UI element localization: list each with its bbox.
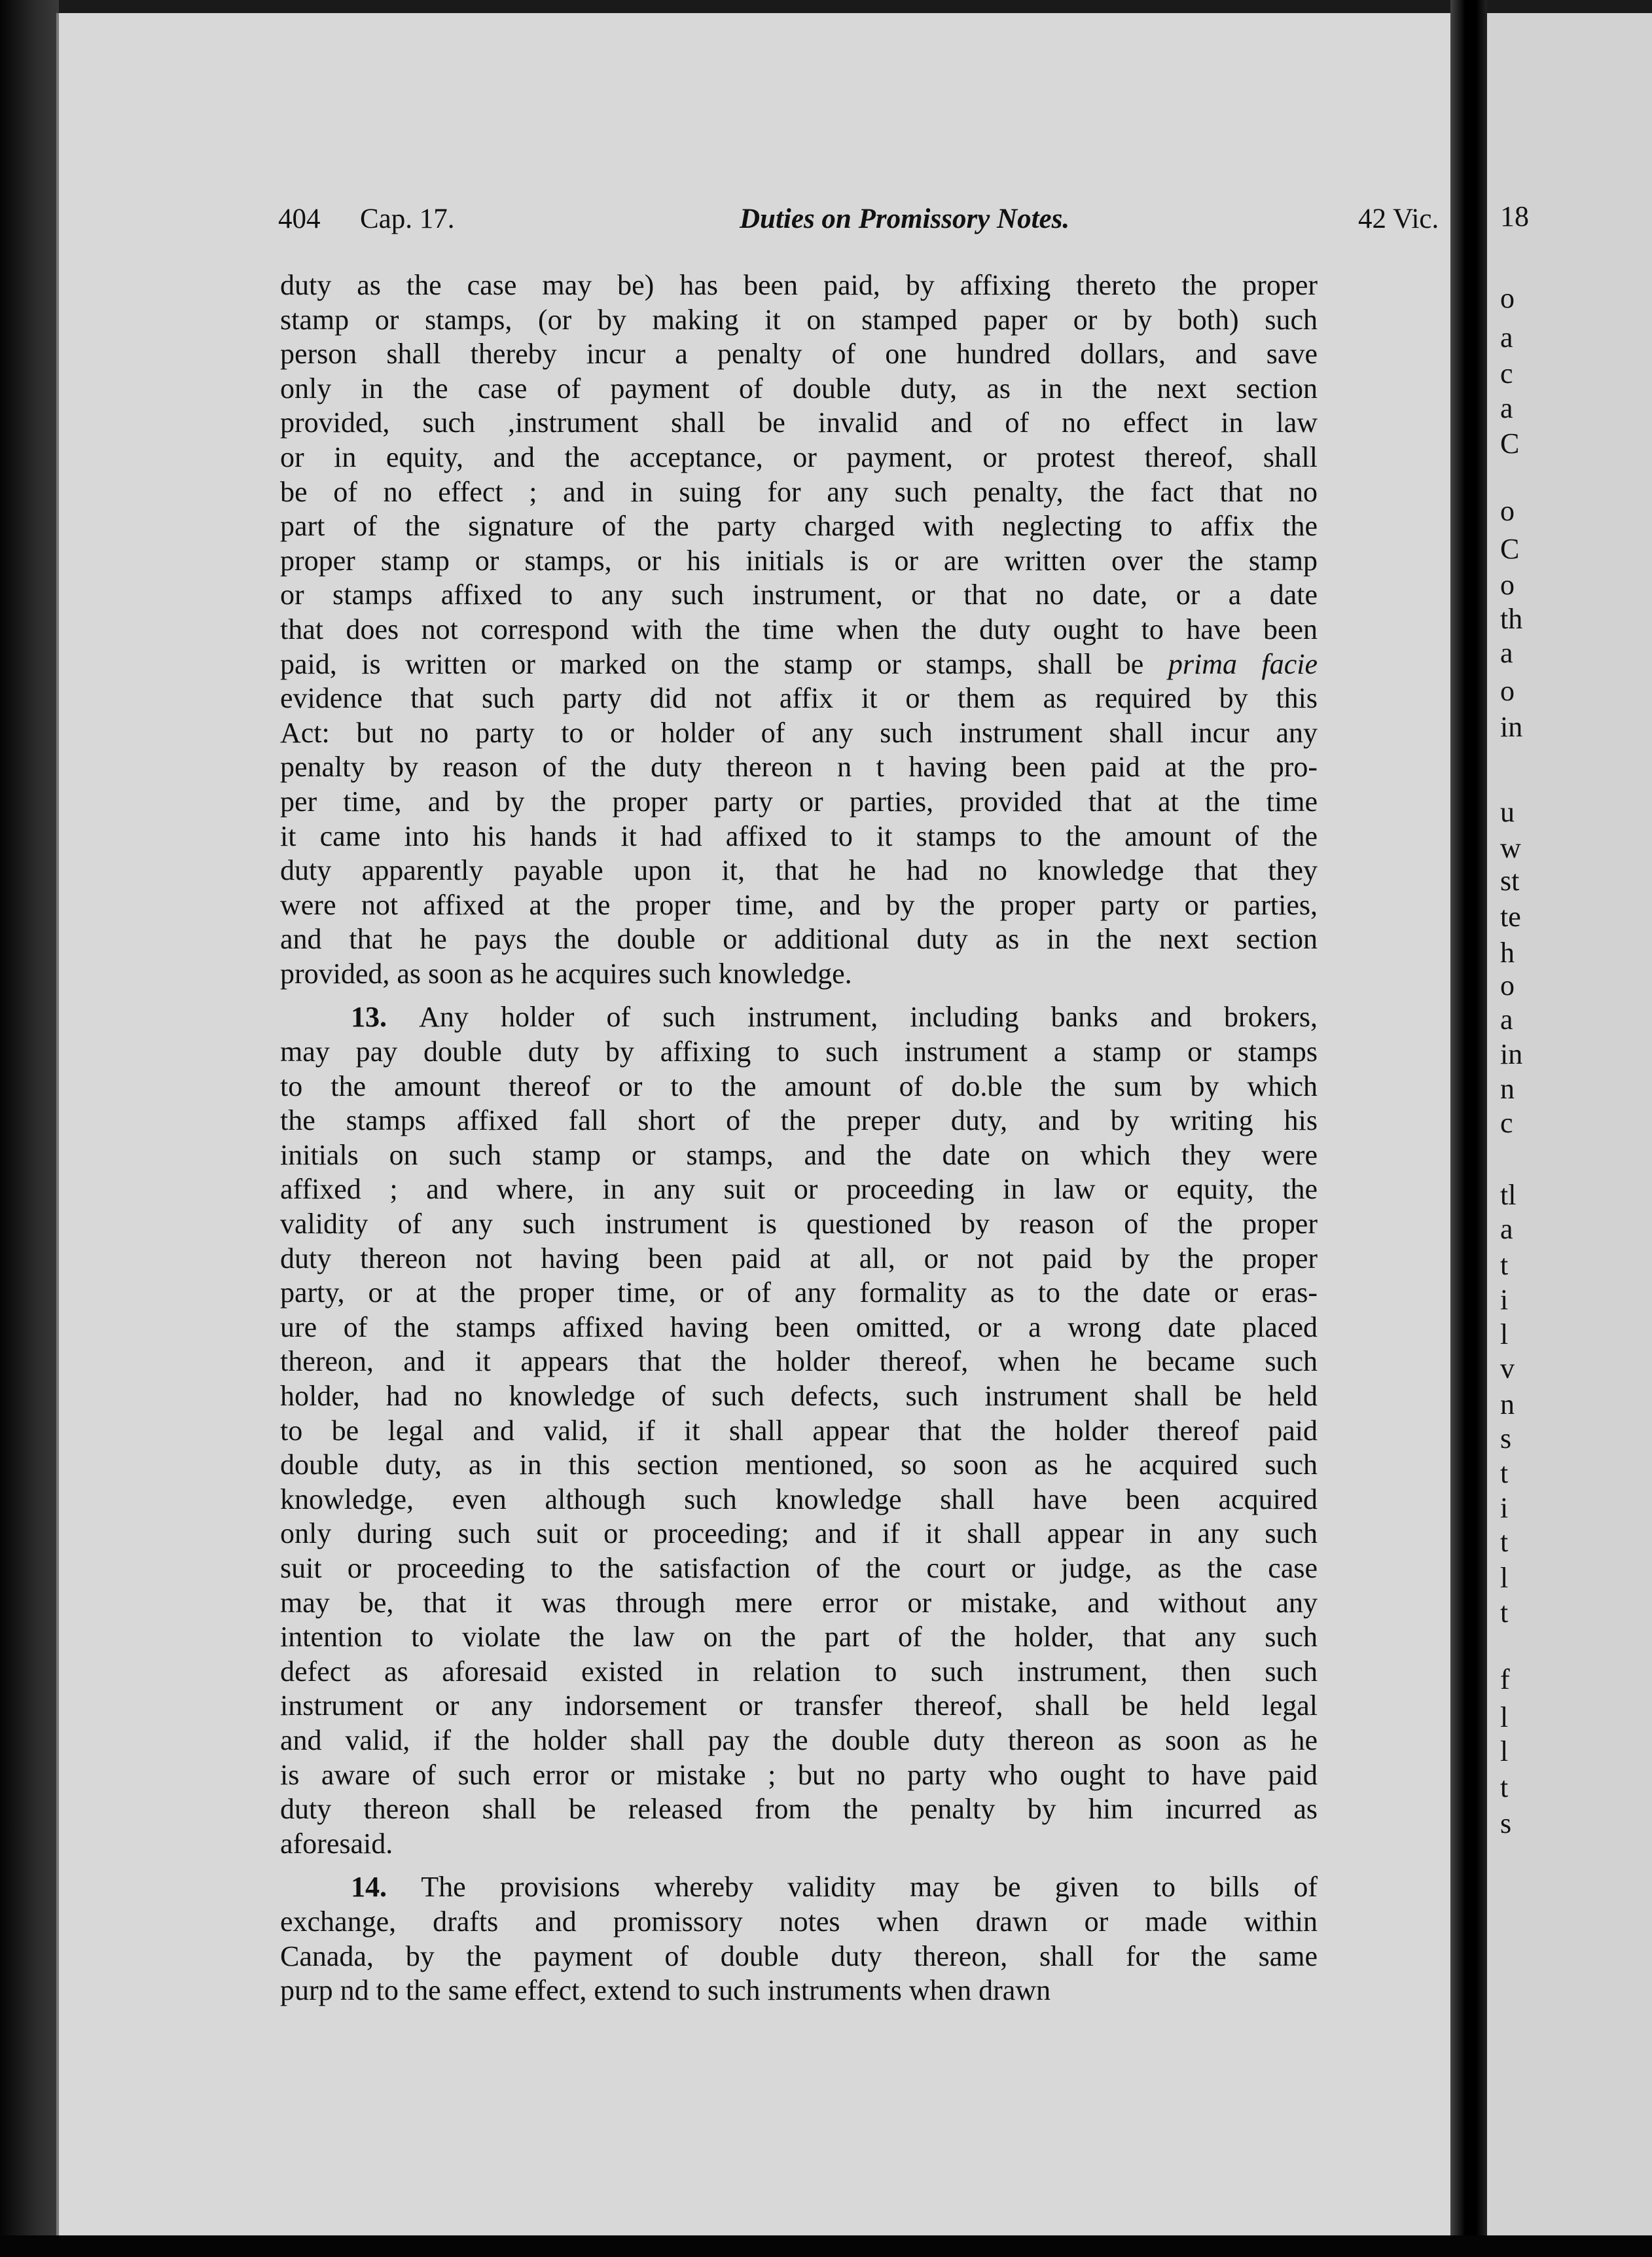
text-line: proper stamp or stamps, or his initials is or are written over the stamp (280, 544, 1318, 577)
text-line: that does not correspond with the time when the duty ought to have been (280, 613, 1318, 645)
facing-page-fragment: n (1500, 1388, 1515, 1420)
facing-page-fragment: o (1500, 282, 1515, 314)
facing-page-fragment: t (1500, 1526, 1509, 1558)
facing-page-fragment: te (1500, 901, 1521, 933)
text-line: it came into his hands it had affixed to it stamps to the amount of the (280, 820, 1318, 852)
text-line: holder, had no knowledge of such defects, such instrument shall be held (280, 1380, 1318, 1412)
paragraph (280, 268, 1318, 991)
text-line: provided, as soon as he acquires such knowledge. (280, 957, 852, 990)
text-line: purp nd to the same effect, extend to such instruments when drawn (280, 1974, 1051, 2007)
paragraph (280, 1870, 1318, 2008)
text-line: stamp or stamps, (or by making it on stamped paper or by both) such (280, 303, 1318, 336)
facing-page-fragment: n (1500, 1073, 1515, 1105)
text-line: and valid, if the holder shall pay the double duty thereon as soon as he (280, 1724, 1318, 1756)
text-line: duty apparently payable upon it, that he had no knowledge that they (280, 854, 1318, 887)
facing-page-fragment: 18 (1500, 200, 1529, 232)
running-header (223, 196, 1439, 249)
facing-page-fragment: a (1500, 392, 1513, 424)
facing-page-fragment: s (1500, 1807, 1512, 1839)
text-line: part of the signature of the party charged with neglecting to affix the (280, 510, 1318, 543)
text-line: or stamps affixed to any such instrument, or that no date, or a date (280, 579, 1318, 611)
facing-page-fragment: l (1500, 1318, 1509, 1350)
text-line: initials on such stamp or stamps, and the date on which they were (280, 1138, 1318, 1171)
facing-page-fragment: a (1500, 1213, 1513, 1245)
text-line: ure of the stamps affixed having been omitted, or a wrong date placed (280, 1310, 1318, 1343)
facing-page-fragment: t (1500, 1249, 1509, 1281)
text-line: Act: but no party to or holder of any such instrument shall incur any (280, 716, 1318, 749)
text-line: affixed ; and where, in any suit or proceeding in law or equity, the (280, 1173, 1318, 1206)
facing-page-fragment: t (1500, 1771, 1509, 1803)
facing-page-fragment: o (1500, 675, 1515, 707)
facing-page-fragment: a (1500, 1003, 1513, 1036)
text-line: duty thereon shall be released from the penalty by him incurred as (280, 1793, 1318, 1826)
facing-page-fragment: tl (1500, 1179, 1517, 1211)
text-line: intention to violate the law on the part of the holder, that any such (280, 1621, 1318, 1653)
facing-page-fragment: h (1500, 937, 1515, 969)
paragraph (280, 1000, 1318, 1861)
text-line: be of no effect ; and in suing for any such penalty, the fact that no (280, 475, 1318, 508)
text-line: 13. Any holder of such instrument, including banks and brokers, (351, 1001, 1318, 1034)
section-number: 14. (351, 1871, 422, 1904)
text-line: provided, such ,instrument shall be invalid and of no effect in law (280, 406, 1318, 439)
text-line: penalty by reason of the duty thereon n t having been paid at the pro- (280, 751, 1318, 784)
text-line: only during such suit or proceeding; and if it shall appear in any such (280, 1517, 1318, 1550)
text-line: Canada, by the payment of double duty thereon, shall for the same (280, 1940, 1318, 1972)
facing-page-fragment: c (1500, 357, 1513, 389)
text-line: evidence that such party did not affix it or them as required by this (280, 682, 1318, 715)
facing-page-fragment: a (1500, 637, 1513, 669)
body-text (280, 268, 1318, 2008)
chapter-label: Cap. 17. (360, 204, 455, 234)
text-line: were not affixed at the proper time, and by the proper party or parties, (280, 888, 1318, 921)
text-line: per time, and by the proper party or parties, provided that at the time (280, 785, 1318, 818)
text-line: is aware of such error or mistake ; but no party who ought to have paid (280, 1758, 1318, 1791)
text-line: party, or at the proper time, or of any formality as to the date or eras- (280, 1276, 1318, 1309)
facing-page-fragment: u (1500, 796, 1515, 828)
text-line: defect as aforesaid existed in relation to such instrument, then such (280, 1655, 1318, 1688)
facing-page-edge (1487, 13, 1652, 2235)
text-line: validity of any such instrument is questioned by reason of the proper (280, 1208, 1318, 1240)
text-line: 14. The provisions whereby validity may be given to bills of (351, 1871, 1318, 1904)
facing-page-fragment: c (1500, 1107, 1513, 1139)
text-line: may be, that it was through mere error or mistake, and without any (280, 1586, 1318, 1619)
text-line: only in the case of payment of double duty, as in the next section (280, 372, 1318, 405)
text-line: person shall thereby incur a penalty of one hundred dollars, and save (280, 338, 1318, 370)
facing-page-fragment: w (1500, 832, 1521, 864)
facing-page-fragment: i (1500, 1492, 1509, 1524)
facing-page-fragment: o (1500, 569, 1515, 601)
text-line: exchange, drafts and promissory notes when drawn or made within (280, 1905, 1318, 1938)
facing-page-fragment: o (1500, 495, 1515, 527)
facing-page-fragment: v (1500, 1352, 1515, 1384)
text-line: aforesaid. (280, 1827, 393, 1860)
text-line: double duty, as in this section mentioned, so soon as he acquired such (280, 1449, 1318, 1481)
text-line: to be legal and valid, if it shall appear that the holder thereof paid (280, 1414, 1318, 1447)
facing-page-fragment: l (1500, 1562, 1509, 1594)
facing-page-fragment: s (1500, 1422, 1512, 1454)
facing-page-fragment: f (1500, 1663, 1510, 1695)
facing-page-fragment: i (1500, 1284, 1509, 1316)
facing-page-fragment: t (1500, 1597, 1509, 1629)
text-line: and that he pays the double or additional duty as in the next section (280, 923, 1318, 956)
page-title: Duties on Promissory Notes. (740, 204, 1070, 234)
text-line: paid, is written or marked on the stamp or stamps, shall be prima facie (280, 647, 1318, 680)
scan-left-edge (0, 0, 59, 2257)
facing-page-fragment: l (1500, 1701, 1509, 1733)
facing-page-fragment: in (1500, 1038, 1523, 1070)
book-gutter (1450, 0, 1487, 2257)
text-line: may pay double duty by affixing to such instrument a stamp or stamps (280, 1036, 1318, 1068)
text-line: or in equity, and the acceptance, or payment, or protest thereof, shall (280, 441, 1318, 473)
facing-page-fragment: th (1500, 603, 1523, 635)
facing-page-fragment: a (1500, 321, 1513, 353)
text-line: suit or proceeding to the satisfaction of the court or judge, as the case (280, 1551, 1318, 1584)
section-number: 13. (351, 1001, 420, 1034)
facing-page-fragment: l (1500, 1735, 1509, 1767)
page-number: 404 (278, 204, 321, 234)
text-line: duty thereon not having been paid at all, or not paid by the proper (280, 1242, 1318, 1274)
scan-bottom-edge (0, 2235, 1652, 2257)
facing-page-fragment: o (1500, 969, 1515, 1002)
text-line: thereon, and it appears that the holder thereof, when he became such (280, 1345, 1318, 1378)
reign-label: 42 Vic. (1358, 204, 1439, 234)
facing-page-fragment: C (1500, 427, 1520, 460)
text-line: knowledge, even although such knowledge shall have been acquired (280, 1483, 1318, 1515)
facing-page-fragment: t (1500, 1457, 1509, 1489)
facing-page-fragment: in (1500, 711, 1523, 743)
text-line: instrument or any indorsement or transfer thereof, shall be held legal (280, 1689, 1318, 1722)
facing-page-fragment: st (1500, 865, 1520, 897)
text-line: duty as the case may be) has been paid, by affixing thereto the proper (280, 269, 1318, 301)
facing-page-fragment: C (1500, 533, 1520, 565)
text-line: to the amount thereof or to the amount of do.ble the sum by which (280, 1070, 1318, 1102)
text-line: the stamps affixed fall short of the preper duty, and by writing his (280, 1104, 1318, 1137)
